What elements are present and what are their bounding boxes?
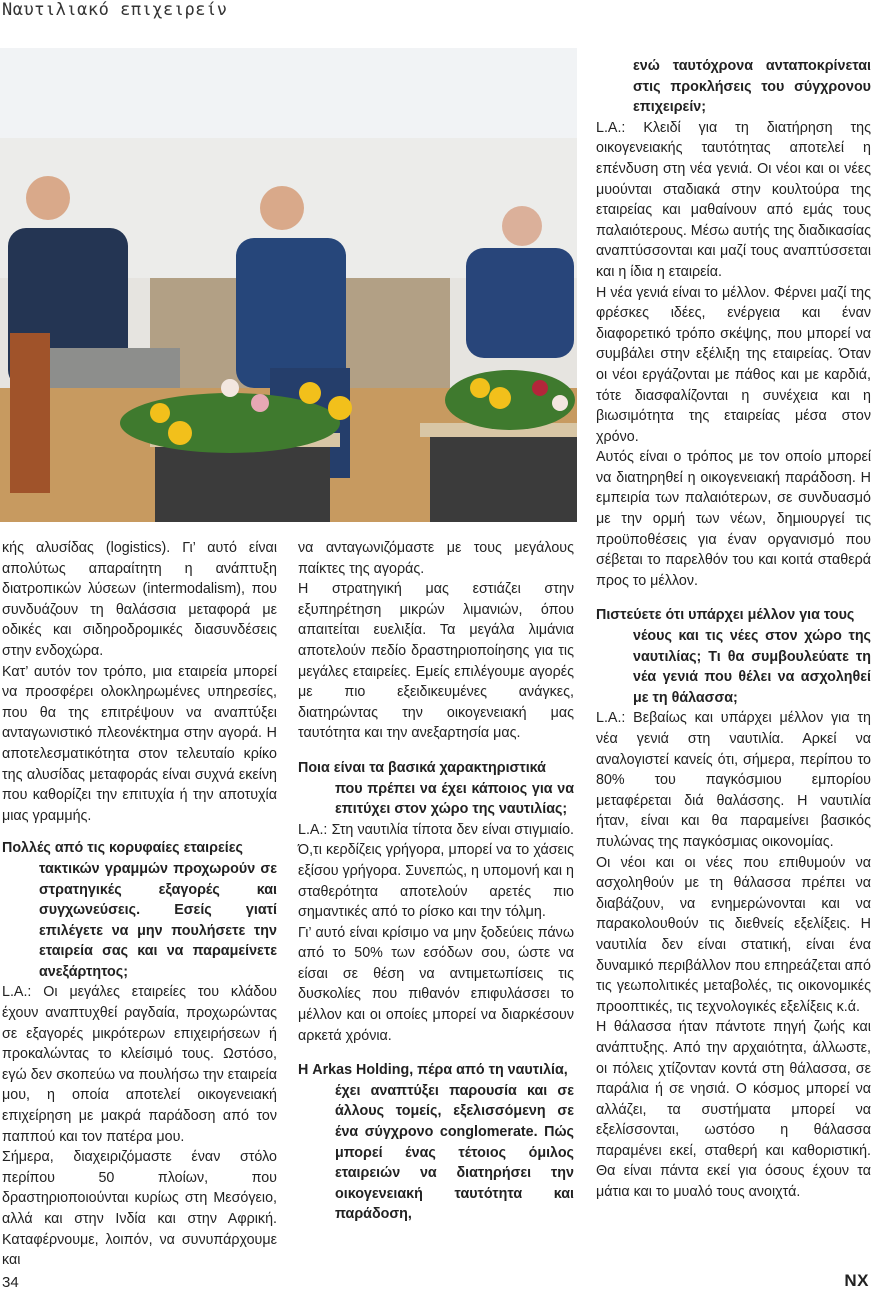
page-number: 34 — [2, 1274, 19, 1291]
magazine-logo: NX — [844, 1271, 869, 1290]
column-right — [596, 56, 871, 1203]
question-rest: που πρέπει να έχει κάποιος για να επιτύχει στον χώρο της ναυτιλίας; — [335, 780, 574, 818]
article-photo — [0, 48, 577, 522]
interview-question — [596, 605, 871, 708]
question-continuation: ενώ ταυτόχρονα ανταποκρίνεται στις προκλήσεις του σύγχρονου επιχειρείν; — [633, 58, 871, 116]
paragraph: Αυτός είναι ο τρόπος με τον οποίο μπορεί να διατηρηθεί η οικογενειακή παράδοση. Η εμπειρία των παλαιότερων, σε συνδυασμό με την ορμή των νέων, δημιουργεί τις προϋποθέσεις για έναν οργανισμό που σέβεται το παρελθόν του και κοιτά σταθερά προς το μέλλον. — [596, 449, 871, 589]
running-header: Ναυτιλιακό επιχειρείν — [2, 0, 228, 20]
paragraph: να ανταγωνιζόμαστε με τους μεγάλους παίκτες της αγοράς. — [298, 540, 574, 577]
paragraph: κής αλυσίδας (logistics). Γι’ αυτό είναι απολύτως απαραίτητη η ανάπτυξη διατροπικών λύσεων (intermodalism), που συνδυάζουν τη θαλάσσια μεταφορά με οδικές και σιδηροδρομικές διασυνδέσεις στην ενδοχώρα. — [2, 540, 277, 659]
question-first-line: Πιστεύετε ότι υπάρχει μέλλον για τους — [596, 607, 855, 624]
interview-question — [298, 758, 574, 820]
stage-photo-illustration — [0, 48, 577, 522]
interview-question — [2, 838, 277, 982]
question-first-line: Πολλές από τις κορυφαίες εταιρείες — [2, 840, 243, 857]
interview-question — [298, 1060, 574, 1225]
paragraph: Η θάλασσα ήταν πάντοτε πηγή ζωής και ανάπτυξης. Από την αρχαιότητα, άλλωστε, οι πόλεις χτίζονταν κοντά στη θάλασσα, σε παράλια ή σε νησιά. Ο κόσμος μπορεί να αλλάζει, τα συστήματα μπορεί να εξελίσσονται, ωστόσο η θάλασσα παραμένει εκεί, σταθερή και καθοριστική. Θα είναι πάντα εκεί για όσους έχουν τα μάτια και το μυαλό τους ανοιχτά. — [596, 1019, 871, 1201]
column-middle — [298, 538, 574, 1225]
paragraph: Η νέα γενιά είναι το μέλλον. Φέρνει μαζί της φρέσκες ιδέες, ενέργεια και έναν διαφορετικό τρόπο σκέψης, που μπορεί να συμβάλει στην εξέλιξη της εταιρείας. Όταν οι νέοι εργάζονται με πάθος και με καρδιά, τότε διασφαλίζονται η συνέχεια και η βιωσιμότητα της εταιρείας μέσα στον χρόνο. — [596, 284, 871, 445]
question-first-line: Ποια είναι τα βασικά χαρακτηριστικά — [298, 759, 546, 776]
answer-paragraph: L.A.: Οι μεγάλες εταιρείες του κλάδου έχουν αναπτυχθεί ραγδαία, προχωρώντας σε εξαγορές μικρότερων επιχειρήσεων ή προκαλώντας το κλείσιμό τους. Ωστόσο, εγώ δεν σκοπεύω να πουλήσω την εταιρεία μου, η οποία αποτελεί οικογενειακή επιχείρηση με μακρά παράδοση από τον παππού και τον πατέρα μου. — [2, 984, 277, 1145]
answer-paragraph: L.A.: Βεβαίως και υπάρχει μέλλον για τη νέα γενιά στη ναυτιλία. Αρκεί να αναλογιστεί κανείς ότι, σήμερα, περίπου το 80% του παγκόσμιου εμπορίου μεταφέρεται διά θαλάσσης. Η ναυτιλία ήταν, είναι και θα παραμείνει βασικός πυλώνας της παγκόσμιας οικονομίας. — [596, 710, 871, 850]
answer-paragraph: L.A.: Κλειδί για τη διατήρηση της οικογενειακής ταυτότητας αποτελεί η επένδυση στη νέα γενιά. Οι νέοι και οι νέες μυούνται σταδιακά στην κουλτούρα της εταιρείας και μαθαίνουν από εμάς τους παλαιότερους. Μέσω αυτής της διαδικασίας αναπτύσσονται και μαζί τους αναπτύσσεται και η ίδια η εταιρεία. — [596, 119, 871, 280]
question-first-line: Η Arkas Holding, πέρα από τη ναυτιλία, — [298, 1062, 568, 1079]
paragraph: Η στρατηγική μας εστιάζει στην εξυπηρέτηση μικρών λιμανιών, όπου απαιτείται ευελιξία. Τα μεγάλα λιμάνια αποτελούν πεδίο δραστηριοποίησης για τις μεγάλες εταιρείες. Εμείς επιλέγουμε αγορές με πιο εξειδικευμένες ανάγκες, διατηρώντας την οικογενειακή μας ταυτότητα και την ανεξαρτησία μας. — [298, 581, 574, 742]
paragraph: Κατ’ αυτόν τον τρόπο, μια εταιρεία μπορεί να προσφέρει ολοκληρωμένες υπηρεσίες, που θα της επιτρέψουν να αναπτύξει ανταγωνιστικό πλεονέκτημα στην αγορά. Η αποτελεσματικότητα στον τελευταίο κρίκο της αλυσίδας μεταφοράς είναι συχνά εκείνη που καθορίζει την επιτυχία ή την αποτυχία μιας γραμμής. — [2, 663, 277, 824]
answer-paragraph: L.A.: Στη ναυτιλία τίποτα δεν είναι στιγμιαίο. Ό,τι κερδίζεις γρήγορα, μπορεί να το χάσεις εξίσου γρήγορα. Συνεπώς, η υπομονή και η σταθερότητα αποτελούν αρετές πιο σημαντικές από το ρίσκο και την τόλμη. — [298, 821, 574, 921]
paragraph: Σήμερα, διαχειριζόμαστε έναν στόλο περίπου 50 πλοίων, που δραστηριοποιούνται κυρίως στη Μεσόγειο, αλλά και στην Ινδία και στην Αφρική. Καταφέρνουμε, λοιπόν, να συνυπάρχουμε και — [2, 1149, 277, 1269]
paragraph: Γι’ αυτό είναι κρίσιμο να μην ξοδεύεις πάνω από το 50% των εσόδων σου, ώστε να είσαι σε θέση να αντιμετωπίσεις τις δυσκολίες που πιθανόν επιφυλάσσει το μέλλον και οι οποίες μπορεί να διαρκέσουν αρκετά χρόνια. — [298, 924, 574, 1044]
question-rest: νέους και τις νέες στον χώρο της ναυτιλίας; Τι θα συμβουλεύατε τη νέα γενιά που θέλει να ασχοληθεί με τη θάλασσα; — [633, 628, 871, 706]
question-rest: τακτικών γραμμών προχωρούν σε στρατηγικές εξαγορές και συγχωνεύσεις. Εσείς γιατί επιλέγετε να μην πουλήσετε την εταιρεία σας και να παραμείνετε ανεξάρτητος; — [39, 860, 277, 980]
question-rest: έχει αναπτύξει παρουσία και σε άλλους τομείς, εξελισσόμενη σε ένα σύγχρονο conglomerate. Πώς μπορεί ένας τέτοιος όμιλος εταιρειών να διατηρήσει την οικογενειακή ταυτότητα και παράδοση, — [335, 1082, 574, 1223]
column-left — [2, 538, 277, 1271]
paragraph: Οι νέοι και οι νέες που επιθυμούν να ασχοληθούν με τη θάλασσα πρέπει να διαβάζουν, να ενημερώνονται και να παρακολουθούν τις διεθνείς εξελίξεις. Η ναυτιλία δεν είναι στατική, είναι ένα δυναμικό περιβάλλον που επηρεάζεται από τις γεωπολιτικές μεταβολές, τις οικονομικές προοπτικές, τις τεχνολογικές εξελίξεις κ.ά. — [596, 854, 871, 1015]
